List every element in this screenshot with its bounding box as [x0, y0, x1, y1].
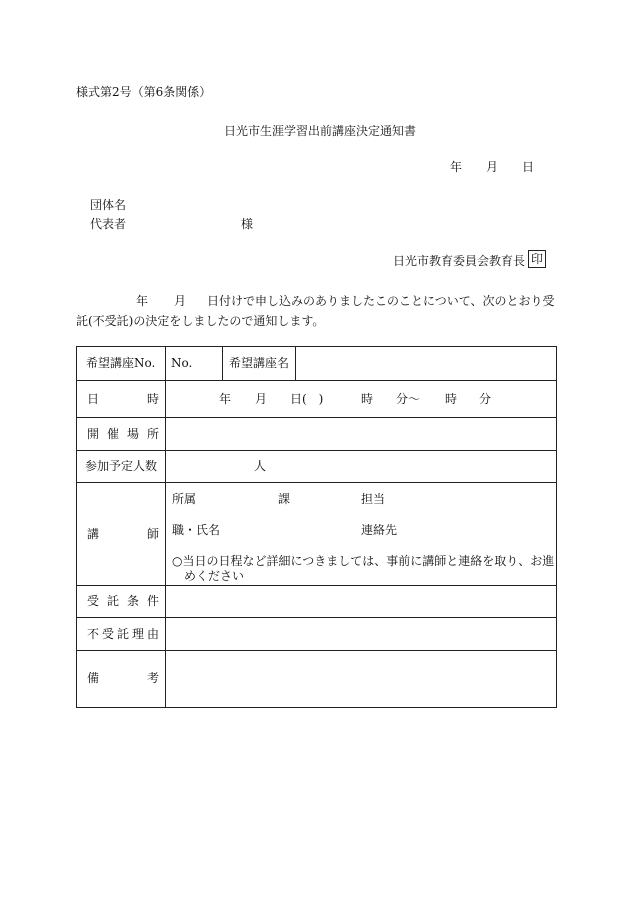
remarks-label-char: 備 — [87, 671, 100, 685]
refusal-label-char: 受 — [101, 627, 114, 641]
table-rule — [76, 617, 557, 618]
body-year: 年 — [136, 294, 149, 308]
body-line1: 日付けで申し込みのありましたこのことについて、次のとおり受 — [207, 294, 555, 308]
attendees-label: 参加予定人数 — [85, 459, 158, 473]
conditions-label-char: 受 — [87, 594, 100, 608]
lecturer-note-line1: ○当日の日程など詳細につきましては、事前に講師と連絡を取り、お進 — [172, 554, 555, 568]
datetime-min-start: 分～ — [396, 392, 421, 406]
lecturer-label — [87, 526, 159, 542]
refusal-label-char: 託 — [116, 627, 129, 641]
form-number: 様式第2号（第6条関係） — [76, 85, 212, 99]
body-month: 月 — [174, 294, 187, 308]
venue-label-char: 所 — [146, 427, 159, 441]
lecturer-person-in-charge: 担当 — [361, 492, 386, 506]
lecture-no-label: 希望講座No. — [86, 356, 156, 370]
venue-label — [87, 426, 159, 442]
datetime-day: 日( ) — [290, 392, 324, 406]
sender-name: 日光市教育委員会教育長 — [393, 254, 526, 268]
conditions-label-char: 件 — [146, 594, 159, 608]
table-border-bottom — [76, 707, 557, 708]
remarks-label-char: 考 — [146, 671, 159, 685]
table-rule — [76, 482, 557, 483]
lecturer-affiliation: 所属 — [172, 492, 197, 506]
refusal-label-char: 不 — [87, 627, 100, 641]
conditions-label-char: 託 — [106, 594, 119, 608]
lecturer-label-char: 師 — [146, 527, 159, 541]
datetime-min-end: 分 — [479, 392, 492, 406]
datetime-hour-end: 時 — [445, 392, 458, 406]
conditions-label — [87, 593, 159, 609]
table-border-top — [76, 346, 557, 347]
seal-box: 印 — [528, 250, 546, 268]
datetime-month: 月 — [255, 392, 268, 406]
date-year-label: 年 — [450, 160, 463, 174]
datetime-label — [87, 391, 159, 407]
table-rule — [76, 585, 557, 586]
refusal-label-char: 由 — [146, 627, 159, 641]
conditions-label-char: 条 — [126, 594, 139, 608]
venue-label-char: 開 — [87, 427, 100, 441]
table-rule — [76, 650, 557, 651]
table-border-left — [76, 346, 77, 708]
table-cell-divider — [295, 346, 296, 380]
datetime-label-char: 日 — [87, 392, 100, 406]
table-label-divider — [165, 346, 166, 708]
datetime-hour-start: 時 — [361, 392, 374, 406]
lecturer-note-line2: めください — [184, 569, 245, 583]
datetime-label-char: 時 — [146, 392, 159, 406]
table-rule — [76, 450, 557, 451]
date-day-label: 日 — [522, 160, 535, 174]
remarks-label — [87, 670, 159, 686]
table-cell-divider — [222, 346, 223, 380]
org-name-label: 団体名 — [90, 198, 127, 212]
representative-label: 代表者 — [90, 217, 127, 231]
attendees-unit: 人 — [254, 459, 267, 473]
venue-label-char: 場 — [126, 427, 139, 441]
refusal-label — [87, 626, 159, 642]
lecturer-title-name: 職・氏名 — [172, 523, 221, 537]
table-rule — [76, 417, 557, 418]
lecturer-contact: 連絡先 — [361, 523, 398, 537]
body-line2: 託(不受託)の決定をしましたので通知します。 — [76, 314, 325, 328]
lecture-name-label: 希望講座名 — [229, 356, 290, 370]
document-title: 日光市生涯学習出前講座決定通知書 — [224, 124, 417, 138]
lecture-no-prefix: No. — [171, 356, 193, 370]
refusal-label-char: 理 — [131, 627, 144, 641]
lecturer-section: 課 — [278, 492, 291, 506]
honorific: 様 — [241, 217, 254, 231]
table-border-right — [556, 346, 557, 708]
datetime-year: 年 — [219, 392, 232, 406]
lecturer-label-char: 講 — [87, 527, 100, 541]
date-month-label: 月 — [486, 160, 499, 174]
table-rule — [76, 380, 557, 381]
venue-label-char: 催 — [106, 427, 119, 441]
